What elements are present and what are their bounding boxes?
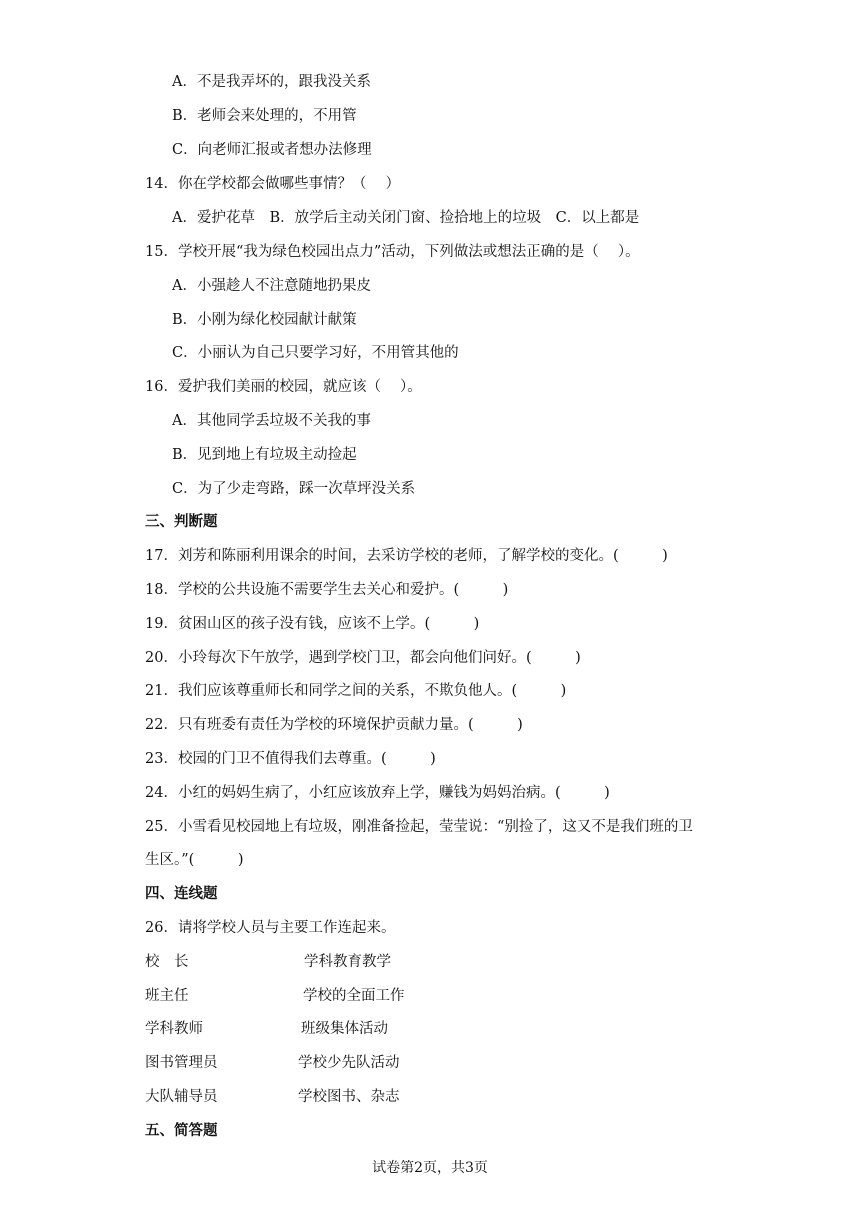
q16-stem: 16．爱护我们美丽的校园，就应该（ ）。: [145, 379, 422, 395]
match-row: [145, 1019, 545, 1039]
q26-stem: 26．请将学校人员与主要工作连起来。: [145, 920, 396, 936]
match-person: 学科教师: [145, 1021, 203, 1037]
q13-option-a: A．不是我弄坏的，跟我没关系: [172, 74, 371, 90]
match-row: [145, 1087, 545, 1107]
match-person: 大队辅导员: [145, 1089, 218, 1105]
section-heading-matching: 四、连线题: [145, 886, 218, 902]
q13-option-c: C．向老师汇报或者想办法修理: [172, 142, 372, 158]
q15-stem: 15．学校开展“我为绿色校园出点力”活动，下列做法或想法正确的是（ ）。: [145, 244, 640, 260]
q16-option-b: B．见到地上有垃圾主动捡起: [172, 447, 357, 463]
match-person: 图书管理员: [145, 1055, 218, 1071]
q25-line1: 25．小雪看见校园地上有垃圾，刚准备捡起，莹莹说：“别捡了，这又不是我们班的卫: [145, 819, 693, 835]
q16-option-a: A．其他同学丢垃圾不关我的事: [172, 413, 371, 429]
q15-option-a: A．小强趁人不注意随地扔果皮: [172, 278, 371, 294]
match-duty: 学校少先队活动: [298, 1055, 400, 1071]
section-heading-judgment: 三、判断题: [145, 514, 218, 530]
page-footer: 试卷第2页，共3页: [372, 1160, 488, 1176]
judgment-item: 22．只有班委有责任为学校的环境保护贡献力量。( ): [145, 717, 523, 733]
judgment-item: 17．刘芳和陈丽利用课余的时间，去采访学校的老师，了解学校的变化。( ): [145, 548, 668, 564]
q15-option-c: C．小丽认为自己只要学习好，不用管其他的: [172, 345, 459, 361]
match-row: [145, 952, 545, 972]
judgment-item: 18．学校的公共设施不需要学生去关心和爱护。( ): [145, 582, 509, 598]
judgment-item: 21．我们应该尊重师长和同学之间的关系，不欺负他人。( ): [145, 683, 567, 699]
judgment-item: 19．贫困山区的孩子没有钱，应该不上学。( ): [145, 616, 480, 632]
match-duty: 班级集体活动: [301, 1021, 388, 1037]
q14-options: A．爱护花草 B．放学后主动关闭门窗、捡拾地上的垃圾 C．以上都是: [172, 210, 640, 226]
match-row: [145, 1053, 545, 1073]
section-heading-short-answer: 五、简答题: [145, 1123, 218, 1139]
match-duty: 学校的全面工作: [303, 988, 405, 1004]
judgment-item: 20．小玲每次下午放学，遇到学校门卫，都会向他们问好。( ): [145, 650, 581, 666]
q25-line2: 生区。”( ): [145, 852, 244, 868]
q16-option-c: C．为了少走弯路，踩一次草坪没关系: [172, 481, 416, 497]
match-duty: 学科教育教学: [304, 954, 391, 970]
q15-option-b: B．小刚为绿化校园献计献策: [172, 312, 357, 328]
match-duty: 学校图书、杂志: [298, 1089, 400, 1105]
match-person: 班主任: [145, 988, 189, 1004]
judgment-item: 23．校园的门卫不值得我们去尊重。( ): [145, 751, 436, 767]
q14-stem: 14．你在学校都会做哪些事情？（ ）: [145, 176, 401, 192]
q13-option-b: B．老师会来处理的，不用管: [172, 108, 357, 124]
match-person: 校 长: [145, 954, 189, 970]
match-row: [145, 986, 545, 1006]
judgment-item: 24．小红的妈妈生病了，小红应该放弃上学，赚钱为妈妈治病。( ): [145, 785, 610, 801]
